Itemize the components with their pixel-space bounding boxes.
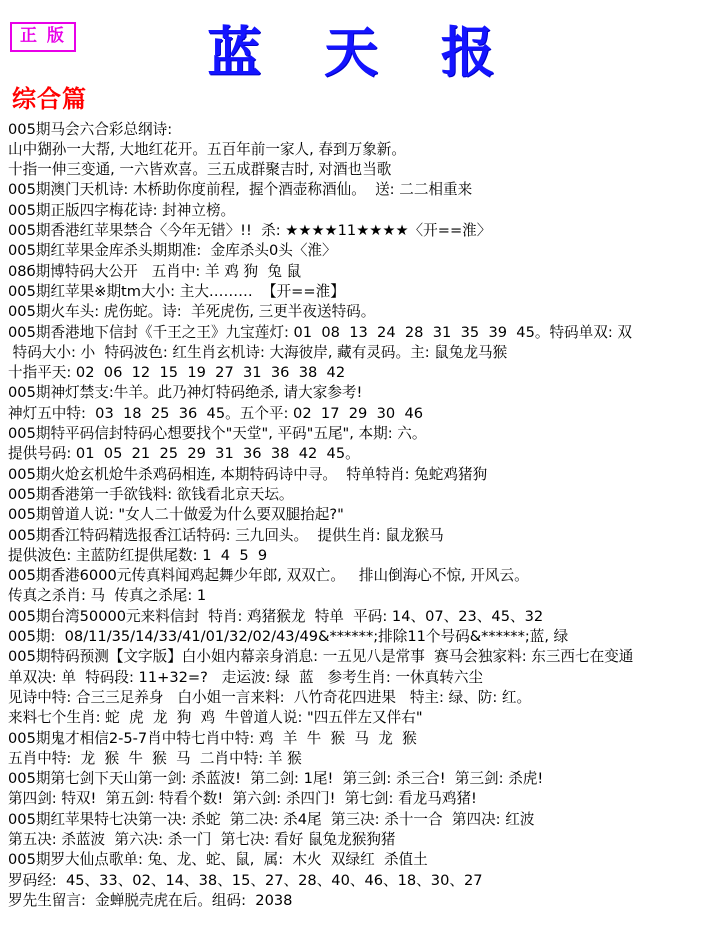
content-line: 005期罗大仙点歌单: 兔、龙、蛇、鼠, 属: 木火 双绿红 杀值土	[8, 851, 428, 869]
content-line: 005期正版四字梅花诗: 封神立榜。	[8, 201, 236, 219]
content-line: 第五决: 杀蓝波 第六决: 杀一门 第七决: 看好 鼠兔龙猴狗猪	[8, 830, 396, 848]
content-line: 005期红苹果※期tm大小: 主大……… 【开==淮】	[8, 282, 345, 300]
content-line: 见诗中特: 合三三足养身 白小姐一言来料: 八竹奇花四进果 特主: 绿、防: 红。	[8, 688, 532, 706]
content-line: 005期香江特码精选报香江话特码: 三九回头。 提供生肖: 鼠龙猴马	[8, 526, 444, 544]
content-line: 005期红苹果特七决第一决: 杀蛇 第二决: 杀4尾 第三决: 杀十一合 第四决: 红波	[8, 810, 535, 828]
content-line: 005期曾道人说: "女人二十做爱为什么要双腿抬起?"	[8, 506, 344, 524]
content-line: 005期特平码信封特码心想要找个"天堂", 平码"五尾", 本期: 六。	[8, 425, 427, 443]
content-line: 005期: 08/11/35/14/33/41/01/32/02/43/49&******;排除11个号码&******;蓝, 绿	[8, 628, 569, 646]
edition-badge: 正 版	[10, 22, 76, 52]
page-title: 蓝 天 报	[207, 21, 517, 84]
content-line: 山中猢孙一大帮, 大地红花开。五百年前一家人, 春到万象新。	[8, 140, 406, 158]
content-line: 005期台湾50000元来料信封 特肖: 鸡猪猴龙 特单 平码: 14、07、23、45、32	[8, 607, 544, 625]
content-line: 005期澳门天机诗: 木桥助你度前程, 握个酒壶称酒仙。 送: 二二相重来	[8, 181, 473, 199]
content-line: 005期红苹果金库杀头期期准: 金库杀头0头〈淮〉	[8, 242, 337, 260]
content-line: 005期马会六合彩总纲诗:	[8, 120, 173, 138]
content-line: 十指一伸三变通, 一六皆欢喜。三五成群聚吉时, 对酒也当歌	[8, 161, 392, 179]
content-line: 特码大小: 小 特码波色: 红生肖玄机诗: 大海彼岸, 藏有灵码。主: 鼠兔龙马猴	[8, 343, 508, 361]
content-line: 十指平天: 02 06 12 15 19 27 31 36 38 42	[8, 364, 346, 382]
content-line: 005期鬼才相信2-5-7肖中特七肖中特: 鸡 羊 牛 猴 马 龙 猴	[8, 729, 417, 747]
content-line: 传真之杀肖: 马 传真之杀尾: 1	[8, 587, 207, 605]
content-line: 005期香港6000元传真料闻鸡起舞少年郎, 双双亡。 排山倒海心不惊, 开风云。	[8, 567, 529, 585]
content-line: 005期特码预测【文字版】白小姐内幕亲身消息: 一五见八是常事 赛马会独家料: 东三西七在变通	[8, 648, 634, 666]
content-line: 005期香港红苹果禁合〈今年无错〉!! 杀: ★★★★11★★★★〈开==淮〉	[8, 222, 492, 240]
content-line: 五肖中特: 龙 猴 牛 猴 马 二肖中特: 羊 猴	[8, 749, 302, 767]
content-line: 005期火炝玄机炝牛杀鸡码相连, 本期特码诗中寻。 特单特肖: 兔蛇鸡猪狗	[8, 465, 488, 483]
content-line: 提供波色: 主蓝防红提供尾数: 1 4 5 9	[8, 546, 268, 564]
content-line: 005期香港地下信封《千王之王》九宝莲灯: 01 08 13 24 28 31 35 39 45。特码单双: 双	[8, 323, 632, 341]
content-line: 08б期博特码大公开 五肖中: 羊 鸡 狗 兔 鼠	[8, 262, 302, 280]
content-line: 罗先生留言: 金蝉脱壳虎在后。组码: 2038	[8, 891, 293, 909]
content-line: 005期第七剑下天山第一剑: 杀蓝波! 第二剑: 1尾! 第三剑: 杀三合! 第三剑: 杀虎!	[8, 770, 544, 788]
content-line: 第四剑: 特双! 第五剑: 特看个数! 第六剑: 杀四门! 第七剑: 看龙马鸡猪!	[8, 790, 477, 808]
content-line: 来料七个生肖: 蛇 虎 龙 狗 鸡 牛曾道人说: "四五伴左又伴右"	[8, 709, 423, 727]
content-line: 提供号码: 01 05 21 25 29 31 36 38 42 45。	[8, 445, 360, 463]
content-line: 005期火车头: 虎伤蛇。诗: 羊死虎伤, 三更半夜送特码。	[8, 303, 376, 321]
content-line: 罗码经: 45、33、02、14、38、15、27、28、40、46、18、30、27	[8, 871, 483, 889]
content-line: 单双决: 单 特码段: 11+32=? 走运波: 绿 蓝 参考生肖: 一休真转六尘	[8, 668, 484, 686]
section-title: 综合篇	[12, 85, 87, 113]
content-line: 005期香港第一手欲钱料: 欲钱看北京天坛。	[8, 485, 294, 503]
content-line: 神灯五中特: 03 18 25 36 45。五个平: 02 17 29 30 46	[8, 404, 424, 422]
page-header	[4, 0, 698, 86]
content-body	[8, 120, 694, 912]
content-line: 005期神灯禁支:牛羊。此乃神灯特码绝杀, 请大家参考!	[8, 384, 363, 402]
